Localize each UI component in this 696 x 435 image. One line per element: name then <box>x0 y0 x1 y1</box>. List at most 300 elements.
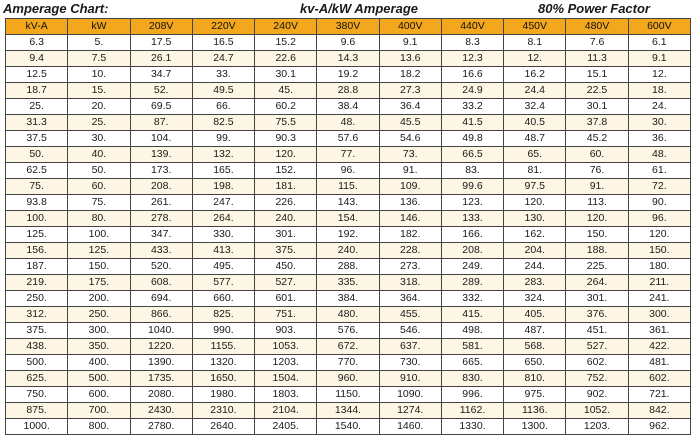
table-row <box>6 51 691 67</box>
table-cell: 240. <box>255 211 317 227</box>
table-cell: 866. <box>130 307 192 323</box>
table-cell: 9.6 <box>317 35 379 51</box>
table-cell: 500. <box>6 355 68 371</box>
table-cell: 113. <box>566 195 628 211</box>
table-row <box>6 99 691 115</box>
table-cell: 40. <box>68 147 130 163</box>
table-cell: 75. <box>68 195 130 211</box>
amperage-table <box>5 18 691 435</box>
table-row <box>6 323 691 339</box>
table-cell: 324. <box>504 291 566 307</box>
table-cell: 996. <box>441 387 503 403</box>
table-cell: 520. <box>130 259 192 275</box>
table-cell: 57.6 <box>317 131 379 147</box>
table-cell: 12. <box>628 67 690 83</box>
table-cell: 625. <box>6 371 68 387</box>
table-cell: 125. <box>68 243 130 259</box>
table-cell: 125. <box>6 227 68 243</box>
table-cell: 902. <box>566 387 628 403</box>
table-cell: 1540. <box>317 419 379 435</box>
table-cell: 22.5 <box>566 83 628 99</box>
table-cell: 91. <box>379 163 441 179</box>
table-cell: 192. <box>317 227 379 243</box>
table-cell: 15.2 <box>255 35 317 51</box>
table-cell: 75. <box>6 179 68 195</box>
table-cell: 48. <box>317 115 379 131</box>
table-cell: 188. <box>566 243 628 259</box>
table-cell: 665. <box>441 355 503 371</box>
table-cell: 34.7 <box>130 67 192 83</box>
table-cell: 72. <box>628 179 690 195</box>
table-cell: 40.5 <box>504 115 566 131</box>
table-cell: 50. <box>6 147 68 163</box>
table-cell: 1344. <box>317 403 379 419</box>
table-cell: 25. <box>6 99 68 115</box>
table-cell: 1203. <box>566 419 628 435</box>
table-cell: 97.5 <box>504 179 566 195</box>
table-cell: 30.1 <box>566 99 628 115</box>
table-cell: 62.5 <box>6 163 68 179</box>
table-cell: 825. <box>192 307 254 323</box>
table-cell: 150. <box>628 243 690 259</box>
table-cell: 54.6 <box>379 131 441 147</box>
table-cell: 244. <box>504 259 566 275</box>
table-cell: 335. <box>317 275 379 291</box>
table-cell: 45.5 <box>379 115 441 131</box>
column-header: 600V <box>628 19 690 35</box>
table-cell: 5. <box>68 35 130 51</box>
table-cell: 1330. <box>441 419 503 435</box>
table-cell: 672. <box>317 339 379 355</box>
table-cell: 990. <box>192 323 254 339</box>
table-cell: 66.5 <box>441 147 503 163</box>
table-cell: 602. <box>566 355 628 371</box>
table-cell: 2640. <box>192 419 254 435</box>
table-cell: 7.6 <box>566 35 628 51</box>
table-cell: 240. <box>317 243 379 259</box>
table-cell: 487. <box>504 323 566 339</box>
table-cell: 694. <box>130 291 192 307</box>
table-cell: 498. <box>441 323 503 339</box>
table-cell: 22.6 <box>255 51 317 67</box>
table-cell: 527. <box>255 275 317 291</box>
table-cell: 9.1 <box>628 51 690 67</box>
table-cell: 250. <box>68 307 130 323</box>
table-cell: 1136. <box>504 403 566 419</box>
table-cell: 16.6 <box>441 67 503 83</box>
table-cell: 123. <box>441 195 503 211</box>
table-cell: 1000. <box>6 419 68 435</box>
table-cell: 1460. <box>379 419 441 435</box>
table-cell: 81. <box>504 163 566 179</box>
table-row <box>6 355 691 371</box>
table-cell: 700. <box>68 403 130 419</box>
column-header: 440V <box>441 19 503 35</box>
table-cell: 18.2 <box>379 67 441 83</box>
table-cell: 45. <box>255 83 317 99</box>
table-cell: 2780. <box>130 419 192 435</box>
table-cell: 273. <box>379 259 441 275</box>
table-cell: 16.5 <box>192 35 254 51</box>
table-cell: 65. <box>504 147 566 163</box>
table-cell: 1052. <box>566 403 628 419</box>
table-cell: 301. <box>566 291 628 307</box>
table-cell: 33. <box>192 67 254 83</box>
table-cell: 6.1 <box>628 35 690 51</box>
table-cell: 12. <box>504 51 566 67</box>
table-cell: 152. <box>255 163 317 179</box>
table-row <box>6 147 691 163</box>
table-cell: 82.5 <box>192 115 254 131</box>
table-cell: 30. <box>68 131 130 147</box>
table-cell: 219. <box>6 275 68 291</box>
table-cell: 132. <box>192 147 254 163</box>
table-cell: 347. <box>130 227 192 243</box>
table-cell: 16.2 <box>504 67 566 83</box>
table-cell: 150. <box>68 259 130 275</box>
table-cell: 77. <box>317 147 379 163</box>
table-cell: 165. <box>192 163 254 179</box>
table-row <box>6 275 691 291</box>
table-cell: 1040. <box>130 323 192 339</box>
table-cell: 162. <box>504 227 566 243</box>
table-cell: 810. <box>504 371 566 387</box>
table-cell: 576. <box>317 323 379 339</box>
table-cell: 37.8 <box>566 115 628 131</box>
table-row <box>6 67 691 83</box>
table-cell: 451. <box>566 323 628 339</box>
table-cell: 250. <box>6 291 68 307</box>
table-cell: 1650. <box>192 371 254 387</box>
table-cell: 301. <box>255 227 317 243</box>
table-cell: 175. <box>68 275 130 291</box>
table-cell: 875. <box>6 403 68 419</box>
table-cell: 962. <box>628 419 690 435</box>
table-cell: 2080. <box>130 387 192 403</box>
table-cell: 375. <box>6 323 68 339</box>
table-cell: 104. <box>130 131 192 147</box>
table-cell: 910. <box>379 371 441 387</box>
table-cell: 143. <box>317 195 379 211</box>
table-cell: 30.1 <box>255 67 317 83</box>
table-cell: 66. <box>192 99 254 115</box>
table-cell: 204. <box>504 243 566 259</box>
table-cell: 96. <box>317 163 379 179</box>
table-cell: 300. <box>628 307 690 323</box>
table-cell: 330. <box>192 227 254 243</box>
table-cell: 261. <box>130 195 192 211</box>
table-cell: 637. <box>379 339 441 355</box>
table-cell: 99.6 <box>441 179 503 195</box>
table-cell: 1150. <box>317 387 379 403</box>
table-cell: 1162. <box>441 403 503 419</box>
table-cell: 120. <box>255 147 317 163</box>
table-cell: 312. <box>6 307 68 323</box>
table-cell: 90.3 <box>255 131 317 147</box>
table-cell: 1090. <box>379 387 441 403</box>
table-cell: 1735. <box>130 371 192 387</box>
table-cell: 60. <box>566 147 628 163</box>
table-cell: 12.5 <box>6 67 68 83</box>
table-cell: 180. <box>628 259 690 275</box>
table-cell: 6.3 <box>6 35 68 51</box>
table-cell: 1203. <box>255 355 317 371</box>
table-cell: 208. <box>441 243 503 259</box>
table-cell: 600. <box>68 387 130 403</box>
table-cell: 226. <box>255 195 317 211</box>
table-cell: 96. <box>628 211 690 227</box>
table-cell: 249. <box>441 259 503 275</box>
table-cell: 60. <box>68 179 130 195</box>
table-cell: 38.4 <box>317 99 379 115</box>
table-cell: 8.1 <box>504 35 566 51</box>
table-cell: 350. <box>68 339 130 355</box>
table-row <box>6 179 691 195</box>
table-cell: 500. <box>68 371 130 387</box>
table-cell: 36.4 <box>379 99 441 115</box>
title-row <box>0 0 696 18</box>
table-cell: 150. <box>566 227 628 243</box>
table-row <box>6 291 691 307</box>
table-cell: 12.3 <box>441 51 503 67</box>
chart-title: Amperage Chart: <box>3 1 109 16</box>
table-cell: 15. <box>68 83 130 99</box>
table-row <box>6 243 691 259</box>
table-cell: 31.3 <box>6 115 68 131</box>
table-cell: 49.5 <box>192 83 254 99</box>
table-cell: 660. <box>192 291 254 307</box>
table-cell: 182. <box>379 227 441 243</box>
table-cell: 830. <box>441 371 503 387</box>
table-cell: 800. <box>68 419 130 435</box>
table-cell: 413. <box>192 243 254 259</box>
table-cell: 75.5 <box>255 115 317 131</box>
table-cell: 139. <box>130 147 192 163</box>
table-cell: 27.3 <box>379 83 441 99</box>
table-cell: 751. <box>255 307 317 323</box>
table-cell: 247. <box>192 195 254 211</box>
table-row <box>6 131 691 147</box>
table-cell: 136. <box>379 195 441 211</box>
table-cell: 481. <box>628 355 690 371</box>
table-cell: 1504. <box>255 371 317 387</box>
table-cell: 14.3 <box>317 51 379 67</box>
table-cell: 546. <box>379 323 441 339</box>
table-cell: 30. <box>628 115 690 131</box>
table-cell: 7.5 <box>68 51 130 67</box>
table-cell: 361. <box>628 323 690 339</box>
table-cell: 200. <box>68 291 130 307</box>
table-cell: 228. <box>379 243 441 259</box>
table-cell: 9.1 <box>379 35 441 51</box>
table-cell: 842. <box>628 403 690 419</box>
table-cell: 61. <box>628 163 690 179</box>
table-cell: 18. <box>628 83 690 99</box>
table-cell: 36. <box>628 131 690 147</box>
table-cell: 9.4 <box>6 51 68 67</box>
table-cell: 76. <box>566 163 628 179</box>
table-cell: 11.3 <box>566 51 628 67</box>
table-row <box>6 259 691 275</box>
table-cell: 289. <box>441 275 503 291</box>
table-cell: 264. <box>566 275 628 291</box>
table-cell: 83. <box>441 163 503 179</box>
table-cell: 225. <box>566 259 628 275</box>
table-cell: 187. <box>6 259 68 275</box>
table-cell: 2405. <box>255 419 317 435</box>
table-row <box>6 419 691 435</box>
table-cell: 527. <box>566 339 628 355</box>
table-cell: 166. <box>441 227 503 243</box>
table-cell: 24.4 <box>504 83 566 99</box>
table-cell: 181. <box>255 179 317 195</box>
table-row <box>6 35 691 51</box>
table-cell: 450. <box>255 259 317 275</box>
table-cell: 480. <box>317 307 379 323</box>
table-cell: 1274. <box>379 403 441 419</box>
table-cell: 49.8 <box>441 131 503 147</box>
table-cell: 1980. <box>192 387 254 403</box>
column-header: 220V <box>192 19 254 35</box>
chart-subtitle: kv-A/kW Amperage <box>300 1 418 16</box>
table-cell: 438. <box>6 339 68 355</box>
table-cell: 318. <box>379 275 441 291</box>
table-cell: 133. <box>441 211 503 227</box>
table-cell: 278. <box>130 211 192 227</box>
column-header: kW <box>68 19 130 35</box>
table-cell: 1155. <box>192 339 254 355</box>
table-cell: 2430. <box>130 403 192 419</box>
table-cell: 120. <box>566 211 628 227</box>
table-cell: 332. <box>441 291 503 307</box>
table-cell: 577. <box>192 275 254 291</box>
table-cell: 960. <box>317 371 379 387</box>
table-cell: 455. <box>379 307 441 323</box>
power-factor-note: 80% Power Factor <box>538 1 650 16</box>
table-cell: 26.1 <box>130 51 192 67</box>
table-cell: 376. <box>566 307 628 323</box>
table-cell: 80. <box>68 211 130 227</box>
table-cell: 1053. <box>255 339 317 355</box>
table-cell: 2104. <box>255 403 317 419</box>
table-cell: 33.2 <box>441 99 503 115</box>
table-cell: 211. <box>628 275 690 291</box>
table-row <box>6 227 691 243</box>
table-cell: 8.3 <box>441 35 503 51</box>
table-cell: 15.1 <box>566 67 628 83</box>
table-cell: 45.2 <box>566 131 628 147</box>
table-cell: 28.8 <box>317 83 379 99</box>
table-cell: 91. <box>566 179 628 195</box>
table-cell: 50. <box>68 163 130 179</box>
table-cell: 601. <box>255 291 317 307</box>
table-cell: 93.8 <box>6 195 68 211</box>
table-cell: 19.2 <box>317 67 379 83</box>
table-cell: 100. <box>68 227 130 243</box>
table-cell: 37.5 <box>6 131 68 147</box>
table-cell: 25. <box>68 115 130 131</box>
table-cell: 115. <box>317 179 379 195</box>
table-cell: 48. <box>628 147 690 163</box>
table-cell: 903. <box>255 323 317 339</box>
table-cell: 208. <box>130 179 192 195</box>
table-cell: 24.9 <box>441 83 503 99</box>
table-row <box>6 339 691 355</box>
table-cell: 1390. <box>130 355 192 371</box>
column-header: 208V <box>130 19 192 35</box>
table-cell: 10. <box>68 67 130 83</box>
table-cell: 24. <box>628 99 690 115</box>
table-cell: 100. <box>6 211 68 227</box>
table-cell: 1300. <box>504 419 566 435</box>
table-cell: 87. <box>130 115 192 131</box>
table-cell: 1803. <box>255 387 317 403</box>
table-cell: 422. <box>628 339 690 355</box>
table-cell: 146. <box>379 211 441 227</box>
column-header: 450V <box>504 19 566 35</box>
column-header: 480V <box>566 19 628 35</box>
table-cell: 120. <box>628 227 690 243</box>
table-cell: 975. <box>504 387 566 403</box>
table-cell: 375. <box>255 243 317 259</box>
table-row <box>6 211 691 227</box>
table-cell: 99. <box>192 131 254 147</box>
table-cell: 60.2 <box>255 99 317 115</box>
table-cell: 433. <box>130 243 192 259</box>
table-cell: 602. <box>628 371 690 387</box>
table-cell: 24.7 <box>192 51 254 67</box>
table-cell: 750. <box>6 387 68 403</box>
table-cell: 415. <box>441 307 503 323</box>
table-header-row <box>6 19 691 35</box>
table-cell: 32.4 <box>504 99 566 115</box>
table-cell: 288. <box>317 259 379 275</box>
table-row <box>6 403 691 419</box>
table-cell: 752. <box>566 371 628 387</box>
table-cell: 405. <box>504 307 566 323</box>
table-cell: 13.6 <box>379 51 441 67</box>
column-header: 240V <box>255 19 317 35</box>
column-header: 400V <box>379 19 441 35</box>
table-cell: 1220. <box>130 339 192 355</box>
table-cell: 52. <box>130 83 192 99</box>
table-cell: 730. <box>379 355 441 371</box>
table-cell: 109. <box>379 179 441 195</box>
table-row <box>6 387 691 403</box>
table-cell: 400. <box>68 355 130 371</box>
table-cell: 581. <box>441 339 503 355</box>
table-row <box>6 163 691 179</box>
table-cell: 721. <box>628 387 690 403</box>
table-cell: 608. <box>130 275 192 291</box>
table-cell: 1320. <box>192 355 254 371</box>
table-cell: 156. <box>6 243 68 259</box>
table-body <box>6 35 691 435</box>
table-cell: 20. <box>68 99 130 115</box>
table-cell: 2310. <box>192 403 254 419</box>
table-cell: 495. <box>192 259 254 275</box>
table-cell: 264. <box>192 211 254 227</box>
table-row <box>6 195 691 211</box>
table-cell: 48.7 <box>504 131 566 147</box>
table-cell: 120. <box>504 195 566 211</box>
table-cell: 130. <box>504 211 566 227</box>
table-cell: 384. <box>317 291 379 307</box>
table-cell: 41.5 <box>441 115 503 131</box>
table-cell: 69.5 <box>130 99 192 115</box>
table-cell: 73. <box>379 147 441 163</box>
table-cell: 364. <box>379 291 441 307</box>
